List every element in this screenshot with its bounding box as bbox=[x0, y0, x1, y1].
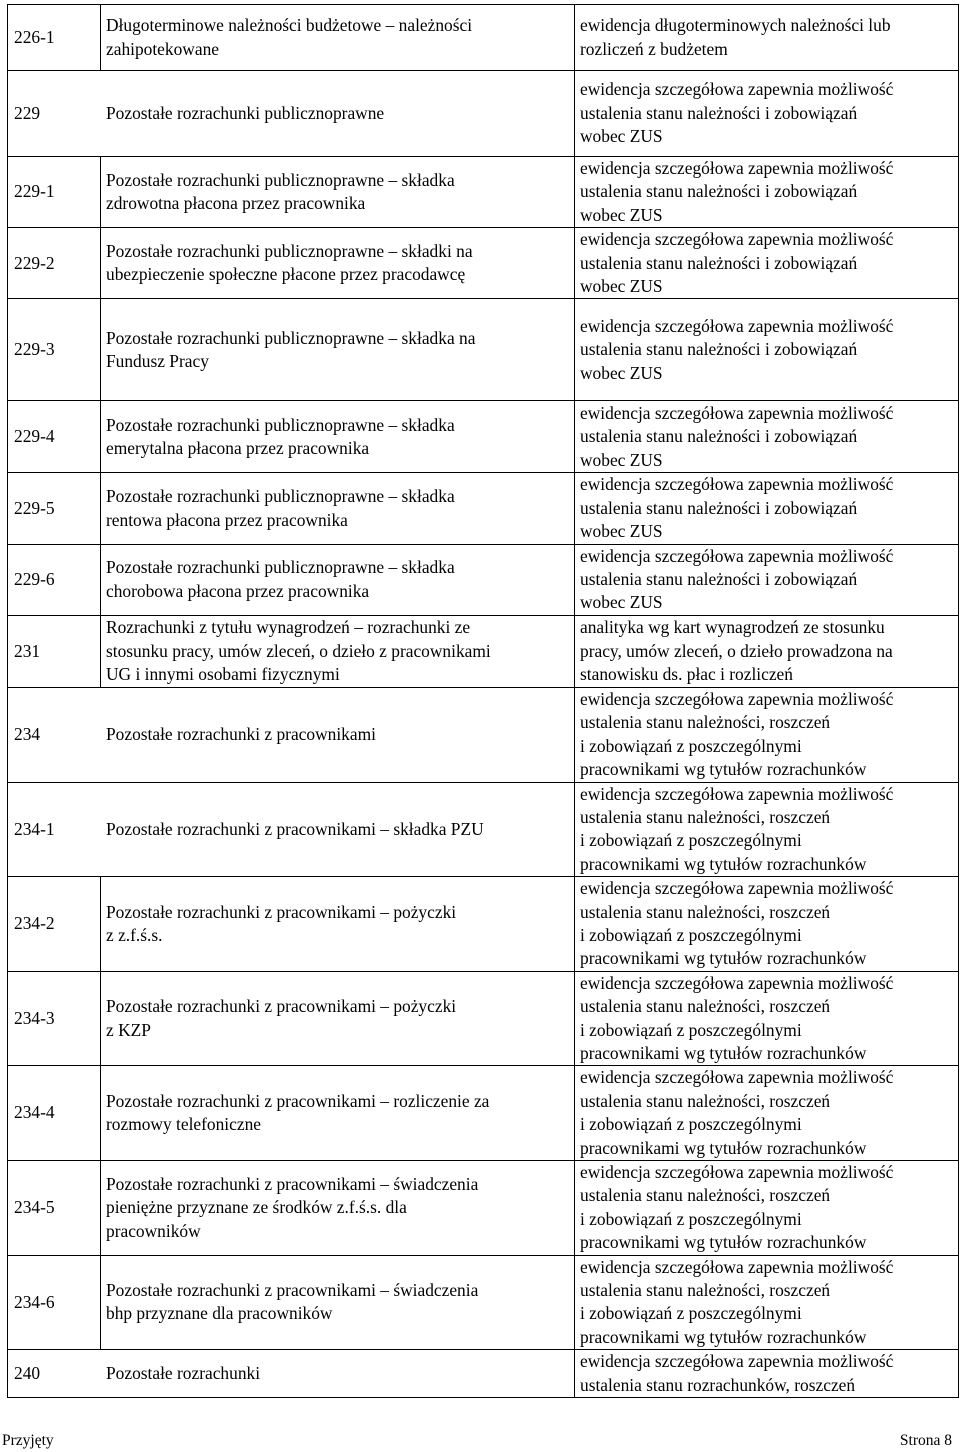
account-code: 229-4 bbox=[8, 401, 101, 473]
accounts-table bbox=[7, 4, 959, 1398]
table-row bbox=[8, 615, 959, 687]
account-code: 234-6 bbox=[8, 1255, 101, 1350]
table-row bbox=[8, 473, 959, 544]
account-code: 229-5 bbox=[8, 473, 101, 544]
account-name: Pozostałe rozrachunki publicznoprawne – składka na Fundusz Pracy bbox=[101, 299, 575, 401]
table-row bbox=[8, 5, 959, 71]
account-description: ewidencja szczegółowa zapewnia możliwość ustalenia stanu należności i zobowiązań wobec ZUS bbox=[575, 473, 959, 544]
account-description: ewidencja szczegółowa zapewnia możliwość ustalenia stanu należności, roszczeń i zobowiązań z poszczególnymi pracownikami wg tytułów rozrachunków bbox=[575, 1255, 959, 1350]
account-code: 240 bbox=[14, 1363, 41, 1384]
account-code: 226-1 bbox=[8, 5, 101, 71]
account-description: analityka wg kart wynagrodzeń ze stosunku pracy, umów zleceń, o dzieło prowadzona na stanowisku ds. płac i rozliczeń bbox=[575, 615, 959, 687]
account-description: ewidencja szczegółowa zapewnia możliwość ustalenia stanu należności, roszczeń i zobowiązań z poszczególnymi pracownikami wg tytułów rozrachunków bbox=[575, 877, 959, 972]
accounts-table-body bbox=[8, 5, 959, 1398]
table-row bbox=[8, 782, 959, 877]
account-name: Pozostałe rozrachunki publicznoprawne – składka chorobowa płacona przez pracownika bbox=[101, 544, 575, 615]
account-description: ewidencja szczegółowa zapewnia możliwość ustalenia stanu należności i zobowiązań wobec ZUS bbox=[575, 228, 959, 299]
account-name: Długoterminowe należności budżetowe – należności zahipotekowane bbox=[101, 5, 575, 71]
table-row bbox=[8, 1350, 959, 1398]
table-row bbox=[8, 157, 959, 228]
table-row bbox=[8, 544, 959, 615]
account-code: 234-2 bbox=[8, 877, 101, 972]
account-description: ewidencja długoterminowych należności lub rozliczeń z budżetem bbox=[575, 5, 959, 71]
account-description: ewidencja szczegółowa zapewnia możliwość ustalenia stanu należności i zobowiązań wobec ZUS bbox=[575, 401, 959, 473]
account-code: 234-3 bbox=[8, 971, 101, 1066]
account-description: ewidencja szczegółowa zapewnia możliwość ustalenia stanu należności, roszczeń i zobowiązań z poszczególnymi pracownikami wg tytułów rozrachunków bbox=[575, 1161, 959, 1256]
account-description: ewidencja szczegółowa zapewnia możliwość ustalenia stanu rozrachunków, roszczeń bbox=[575, 1350, 959, 1398]
footer-status: Przyjęty bbox=[2, 1432, 54, 1449]
account-name: Pozostałe rozrachunki z pracownikami – świadczenia pieniężne przyznane ze środków z.f.ś.s. dla pracowników bbox=[101, 1161, 575, 1256]
account-description: ewidencja szczegółowa zapewnia możliwość ustalenia stanu należności i zobowiązań wobec ZUS bbox=[575, 299, 959, 401]
account-code: 231 bbox=[8, 615, 101, 687]
account-name: Pozostałe rozrachunki publicznoprawne – składki na ubezpieczenie społeczne płacone przez pracodawcę bbox=[101, 228, 575, 299]
table-row bbox=[8, 299, 959, 401]
footer-page-number: Strona 8 bbox=[899, 1432, 952, 1449]
account-code: 234-4 bbox=[8, 1066, 101, 1161]
table-row bbox=[8, 1255, 959, 1350]
account-name: Pozostałe rozrachunki publicznoprawne – składka zdrowotna płacona przez pracownika bbox=[101, 157, 575, 228]
account-code: 234-1 bbox=[14, 818, 55, 839]
account-description: ewidencja szczegółowa zapewnia możliwość ustalenia stanu należności i zobowiązań wobec ZUS bbox=[575, 157, 959, 228]
account-name: Pozostałe rozrachunki publicznoprawne – składka emerytalna płacona przez pracownika bbox=[101, 401, 575, 473]
table-row bbox=[8, 1066, 959, 1161]
account-description: ewidencja szczegółowa zapewnia możliwość ustalenia stanu należności i zobowiązań wobec ZUS bbox=[575, 544, 959, 615]
account-code: 229-3 bbox=[8, 299, 101, 401]
table-row bbox=[8, 228, 959, 299]
account-description: ewidencja szczegółowa zapewnia możliwość ustalenia stanu należności, roszczeń i zobowiązań z poszczególnymi pracownikami wg tytułów rozrachunków bbox=[575, 971, 959, 1066]
account-name: Pozostałe rozrachunki z pracownikami – składka PZU bbox=[106, 818, 484, 839]
account-description: ewidencja szczegółowa zapewnia możliwość ustalenia stanu należności, roszczeń i zobowiązań z poszczególnymi pracownikami wg tytułów rozrachunków bbox=[575, 687, 959, 782]
account-code: 229 bbox=[14, 102, 41, 123]
account-name: Pozostałe rozrachunki publicznoprawne bbox=[106, 102, 385, 123]
account-code-and-name-cell bbox=[8, 1350, 575, 1398]
account-name: Pozostałe rozrachunki z pracownikami – rozliczenie za rozmowy telefoniczne bbox=[101, 1066, 575, 1161]
account-code-and-name-cell bbox=[8, 687, 575, 782]
account-description: ewidencja szczegółowa zapewnia możliwość ustalenia stanu należności, roszczeń i zobowiązań z poszczególnymi pracownikami wg tytułów rozrachunków bbox=[575, 1066, 959, 1161]
table-row bbox=[8, 877, 959, 972]
account-name: Pozostałe rozrachunki z pracownikami – świadczenia bhp przyznane dla pracowników bbox=[101, 1255, 575, 1350]
account-code-and-name-cell bbox=[8, 782, 575, 877]
account-name: Pozostałe rozrachunki z pracownikami – pożyczki z KZP bbox=[101, 971, 575, 1066]
table-row bbox=[8, 71, 959, 157]
account-name: Rozrachunki z tytułu wynagrodzeń – rozrachunki ze stosunku pracy, umów zleceń, o dzieło z pracownikami UG i innymi osobami fizycznymi bbox=[101, 615, 575, 687]
page-footer bbox=[0, 1431, 960, 1451]
table-row bbox=[8, 1161, 959, 1256]
account-code: 229-6 bbox=[8, 544, 101, 615]
account-code: 234 bbox=[14, 723, 41, 744]
account-description: ewidencja szczegółowa zapewnia możliwość ustalenia stanu należności, roszczeń i zobowiązań z poszczególnymi pracownikami wg tytułów rozrachunków bbox=[575, 782, 959, 877]
account-code-and-name-cell bbox=[8, 71, 575, 157]
table-row bbox=[8, 687, 959, 782]
account-code: 234-5 bbox=[8, 1161, 101, 1256]
account-description: ewidencja szczegółowa zapewnia możliwość ustalenia stanu należności i zobowiązań wobec ZUS bbox=[575, 71, 959, 157]
account-name: Pozostałe rozrachunki z pracownikami – pożyczki z z.f.ś.s. bbox=[101, 877, 575, 972]
account-name: Pozostałe rozrachunki publicznoprawne – składka rentowa płacona przez pracownika bbox=[101, 473, 575, 544]
table-row bbox=[8, 401, 959, 473]
account-code: 229-1 bbox=[8, 157, 101, 228]
account-name: Pozostałe rozrachunki z pracownikami bbox=[106, 723, 376, 744]
account-name: Pozostałe rozrachunki bbox=[106, 1363, 261, 1384]
table-row bbox=[8, 971, 959, 1066]
account-code: 229-2 bbox=[8, 228, 101, 299]
